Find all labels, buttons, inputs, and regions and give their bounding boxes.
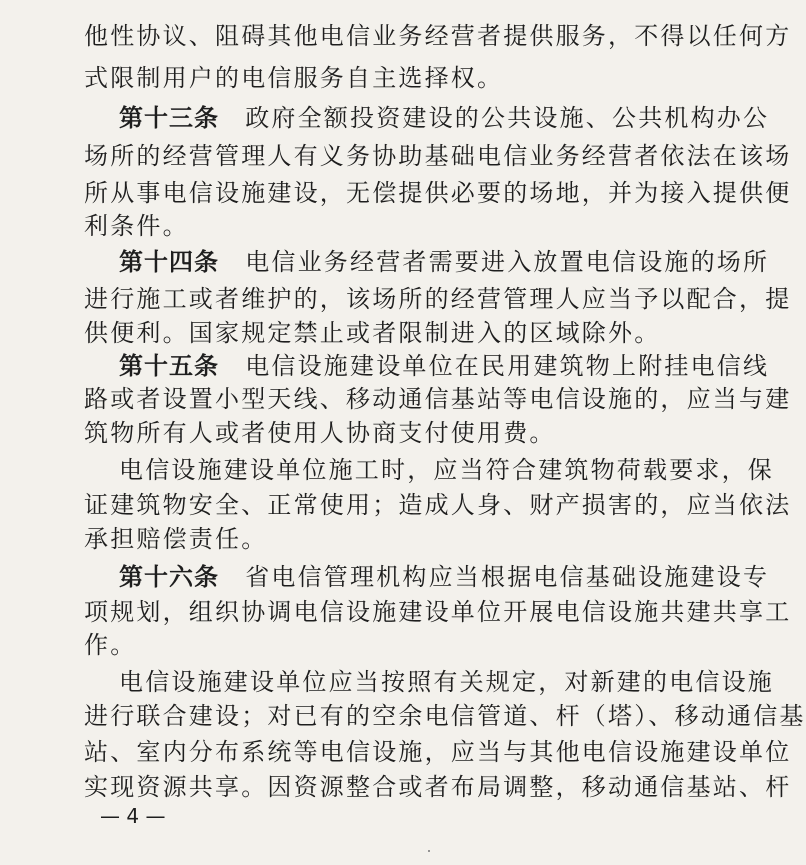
body-line: 项规划，组织协调电信设施建设单位开展电信设施共建共享工 [84,598,792,626]
paragraph-first-line: 电信设施建设单位应当按照有关规定，对新建的电信设施 [119,668,774,696]
article-13-line: 第十三条 政府全额投资建设的公共设施、公共机构办公 [119,104,770,132]
article-heading: 第十三条 [119,104,219,132]
article-heading: 第十六条 [119,563,219,591]
body-line: 路或者设置小型天线、移动通信基站等电信设施的，应当与建 [84,385,792,413]
article-15-line: 第十五条 电信设施建设单位在民用建筑物上附挂电信线 [119,352,770,380]
body-line: 供便利。国家规定禁止或者限制进入的区域除外。 [84,319,661,347]
article-heading: 第十五条 [119,352,219,380]
body-line: 所从事电信设施建设，无偿提供必要的场地，并为接入提供便 [84,179,792,207]
body-line: 实现资源共享。因资源整合或者布局调整，移动通信基站、杆 [84,773,792,801]
body-line: 作。 [84,631,137,659]
body-line: 他性协议、阻碍其他电信业务经营者提供服务，不得以任何方 [84,22,792,50]
body-line: 式限制用户的电信服务自主选择权。 [84,64,504,92]
page-number: — 4 — [100,804,166,828]
body-line: 进行施工或者维护的，该场所的经营管理人应当予以配合，提 [84,285,792,313]
article-heading: 第十四条 [119,248,219,276]
body-line: 站、室内分布系统等电信设施，应当与其他电信设施建设单位 [84,738,792,766]
scan-speck [428,850,430,852]
body-line: 承担赔偿责任。 [84,525,268,553]
article-16-line: 第十六条 省电信管理机构应当根据电信基础设施建设专 [119,563,770,591]
body-line: 筑物所有人或者使用人协商支付使用费。 [84,419,556,447]
body-line: 进行联合建设；对已有的空余电信管道、杆（塔）、移动通信基 [84,702,806,730]
article-14-line: 第十四条 电信业务经营者需要进入放置电信设施的场所 [119,248,770,276]
body-line: 利条件。 [84,212,189,240]
paragraph-first-line: 电信设施建设单位施工时，应当符合建筑物荷载要求，保 [119,456,774,484]
body-line: 场所的经营管理人有义务协助基础电信业务经营者依法在该场 [84,142,792,170]
body-line: 证建筑物安全、正常使用；造成人身、财产损害的，应当依法 [84,491,792,519]
